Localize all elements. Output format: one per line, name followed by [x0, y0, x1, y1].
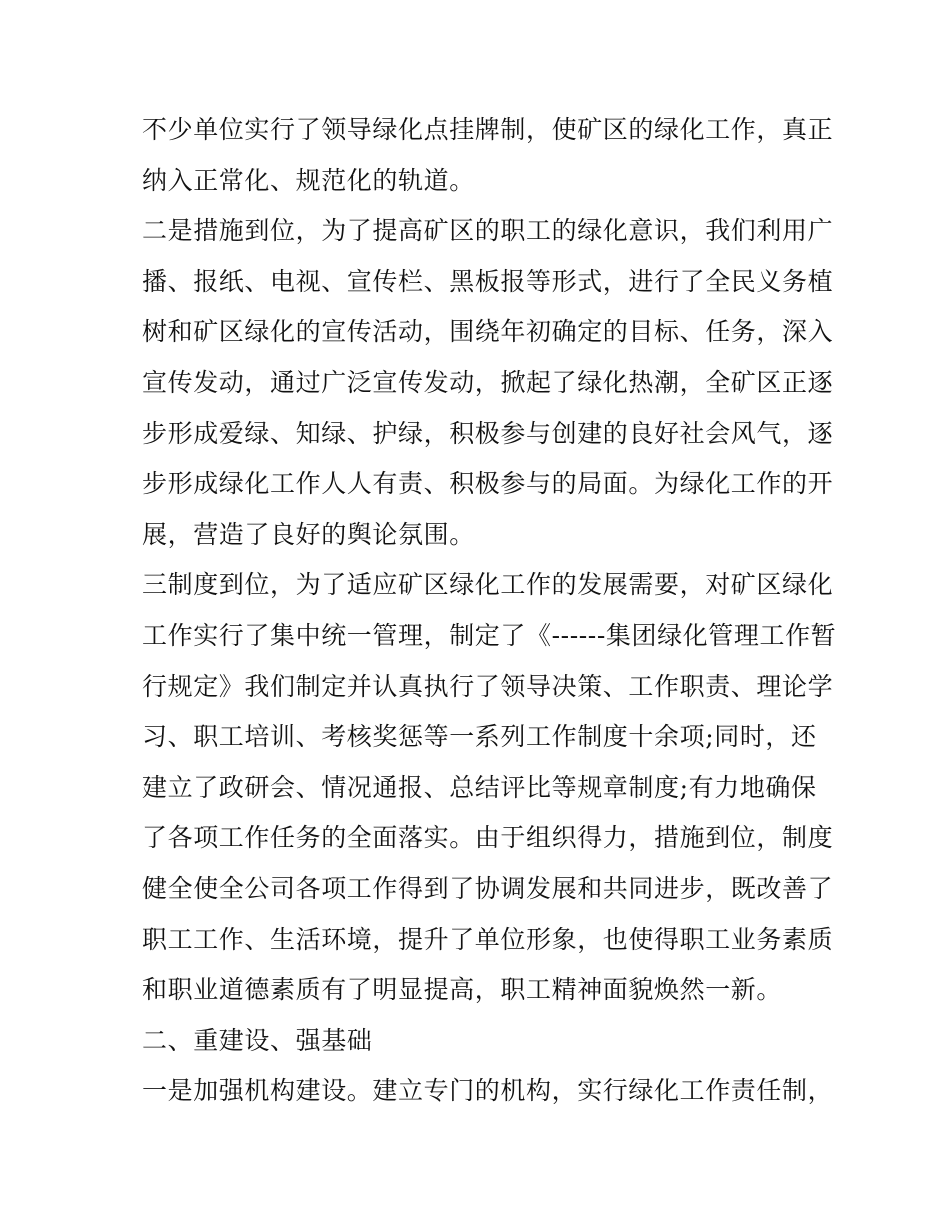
- text-line: 步形成绿化工作人人有责、积极参与的局面。为绿化工作的开: [142, 469, 834, 499]
- text-line: 纳入正常化、规范化的轨道。: [142, 165, 475, 195]
- text-line: 一是加强机构建设。建立专门的机构，实行绿化工作责任制，: [142, 1076, 834, 1106]
- text-line: 职工工作、生活环境，提升了单位形象，也使得职工业务素质: [142, 924, 834, 954]
- text-line: 和职业道德素质有了明显提高，职工精神面貌焕然一新。: [142, 975, 783, 1005]
- text-line: 三制度到位，为了适应矿区绿化工作的发展需要，对矿区绿化: [142, 570, 834, 600]
- text-line: 工作实行了集中统一管理，制定了《------集团绿化管理工作暂: [142, 620, 837, 650]
- text-line: 建立了政研会、情况通报、总结评比等规章制度;有力地确保: [142, 772, 817, 802]
- text-line: 了各项工作任务的全面落实。由于组织得力，措施到位，制度: [142, 823, 834, 853]
- text-line: 健全使全公司各项工作得到了协调发展和共同进步，既改善了: [142, 873, 834, 903]
- text-line: 树和矿区绿化的宣传活动，围绕年初确定的目标、任务，深入: [142, 317, 834, 347]
- body-text: [142, 105, 837, 1117]
- text-line: 展，营造了良好的舆论氛围。: [142, 519, 475, 549]
- text-line: 习、职工培训、考核奖惩等一系列工作制度十余项;同时，还: [142, 722, 817, 752]
- section-heading: 二、重建设、强基础: [142, 1025, 373, 1055]
- text-line: 宣传发动，通过广泛宣传发动，掀起了绿化热潮，全矿区正逐: [142, 367, 834, 397]
- text-line: 步形成爱绿、知绿、护绿，积极参与创建的良好社会风气，逐: [142, 418, 834, 448]
- text-line: 播、报纸、电视、宣传栏、黑板报等形式，进行了全民义务植: [142, 266, 834, 296]
- text-line: 不少单位实行了领导绿化点挂牌制，使矿区的绿化工作，真正: [142, 115, 834, 144]
- text-line: 行规定》我们制定并认真执行了领导决策、工作职责、理论学: [142, 671, 834, 701]
- text-line: 二是措施到位，为了提高矿区的职工的绿化意识，我们利用广: [142, 216, 834, 246]
